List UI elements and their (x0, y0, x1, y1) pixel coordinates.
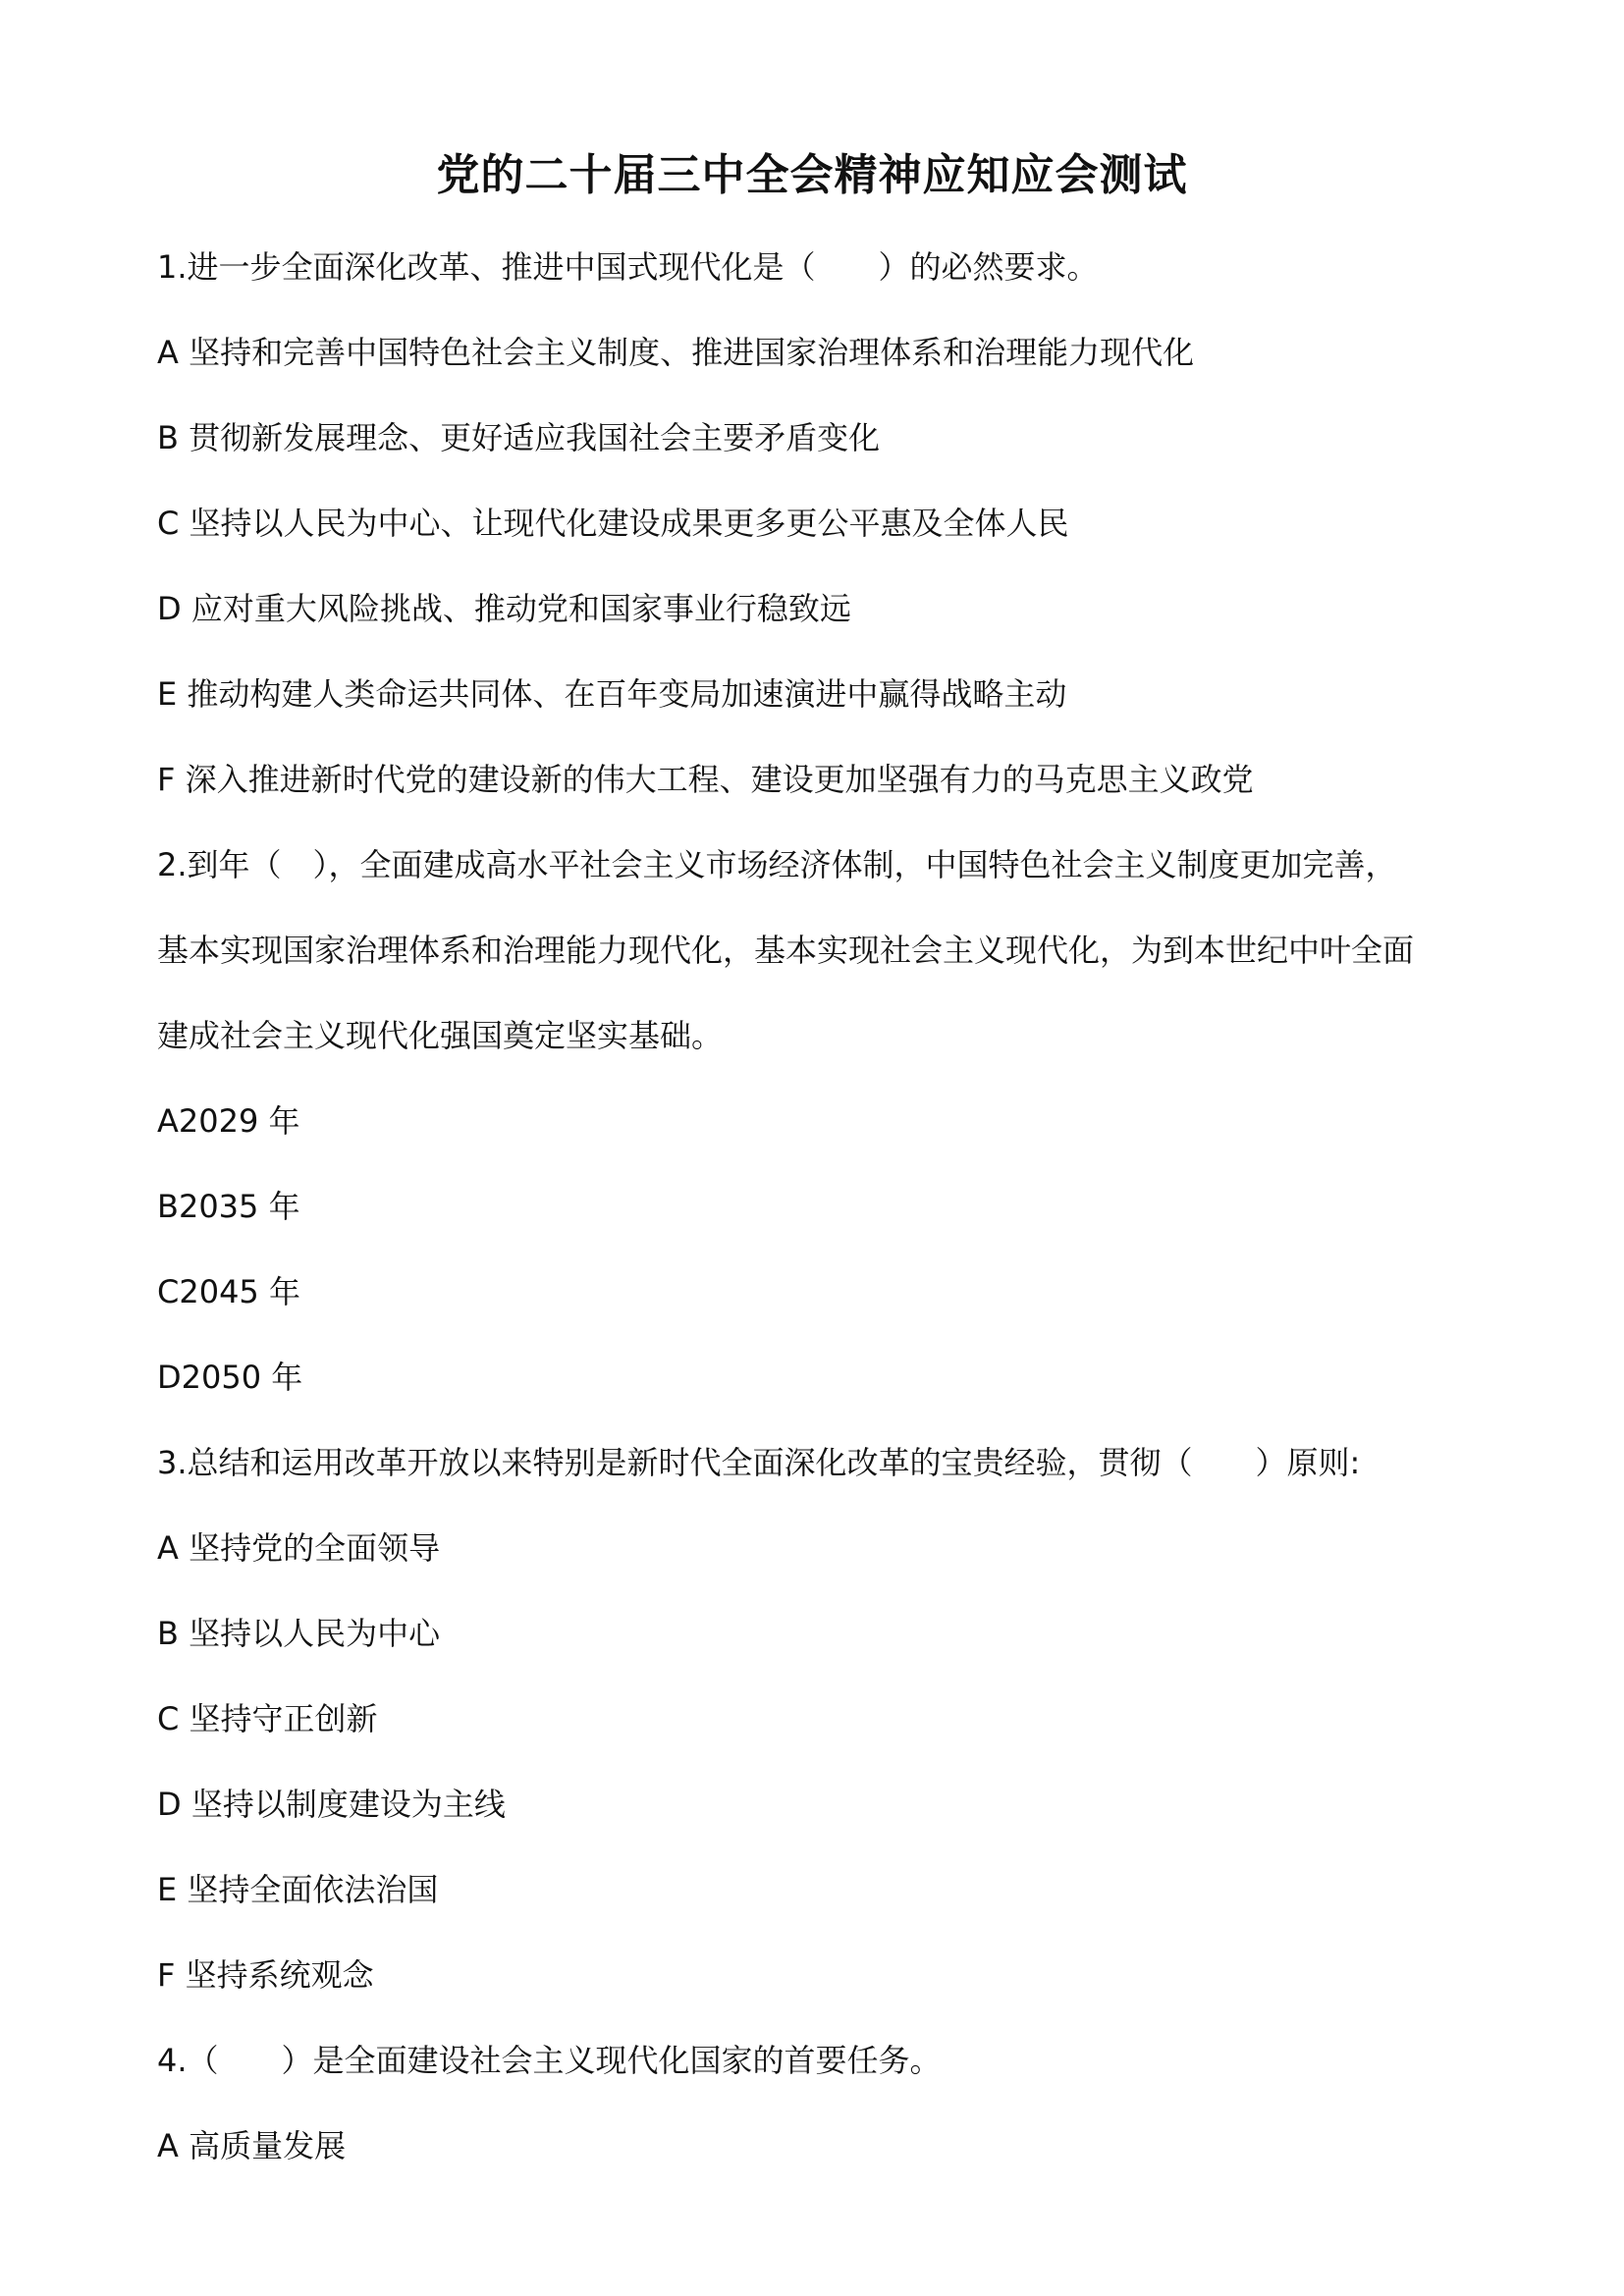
question-2-option-a: A2029 年 (157, 1102, 300, 1140)
question-1-option-d: D 应对重大风险挑战、推动党和国家事业行稳致远 (157, 590, 851, 627)
question-3-option-d: D 坚持以制度建设为主线 (157, 1786, 506, 1823)
question-3-option-f: F 坚持系统观念 (157, 1956, 374, 1994)
question-1-option-b: B 贯彻新发展理念、更好适应我国社会主要矛盾变化 (157, 419, 881, 456)
question-1-option-c: C 坚持以人民为中心、让现代化建设成果更多更公平惠及全体人民 (157, 505, 1069, 542)
question-3-stem: 3.总结和运用改革开放以来特别是新时代全面深化改革的宝贵经验，贯彻（ ）原则: (157, 1444, 1361, 1481)
question-3-option-b: B 坚持以人民为中心 (157, 1615, 441, 1652)
question-3-option-c: C 坚持守正创新 (157, 1700, 378, 1737)
question-2-option-b: B2035 年 (157, 1188, 300, 1225)
question-2-stem-line-2: 基本实现国家治理体系和治理能力现代化，基本实现社会主义现代化，为到本世纪中叶全面 (157, 932, 1415, 969)
question-3-option-e: E 坚持全面依法治国 (157, 1871, 439, 1908)
question-1-option-a: A 坚持和完善中国特色社会主义制度、推进国家治理体系和治理能力现代化 (157, 334, 1195, 371)
question-2-option-d: D2050 年 (157, 1359, 303, 1396)
page-title: 党的二十届三中全会精神应知应会测试 (436, 150, 1188, 201)
question-2-stem-line-3: 建成社会主义现代化强国奠定坚实基础。 (157, 1017, 724, 1054)
question-2-option-c: C2045 年 (157, 1273, 300, 1310)
question-1-option-e: E 推动构建人类命运共同体、在百年变局加速演进中赢得战略主动 (157, 675, 1067, 713)
question-2-stem-line-1: 2.到年（ ），全面建成高水平社会主义市场经济体制，中国特色社会主义制度更加完善， (157, 846, 1397, 883)
question-1-option-f: F 深入推进新时代党的建设新的伟大工程、建设更加坚强有力的马克思主义政党 (157, 761, 1254, 798)
question-3-option-a: A 坚持党的全面领导 (157, 1529, 441, 1567)
question-4-option-a: A 高质量发展 (157, 2127, 347, 2164)
question-1-stem: 1.进一步全面深化改革、推进中国式现代化是（ ）的必然要求。 (157, 248, 1099, 286)
question-4-stem: 4.（ ）是全面建设社会主义现代化国家的首要任务。 (157, 2042, 942, 2079)
